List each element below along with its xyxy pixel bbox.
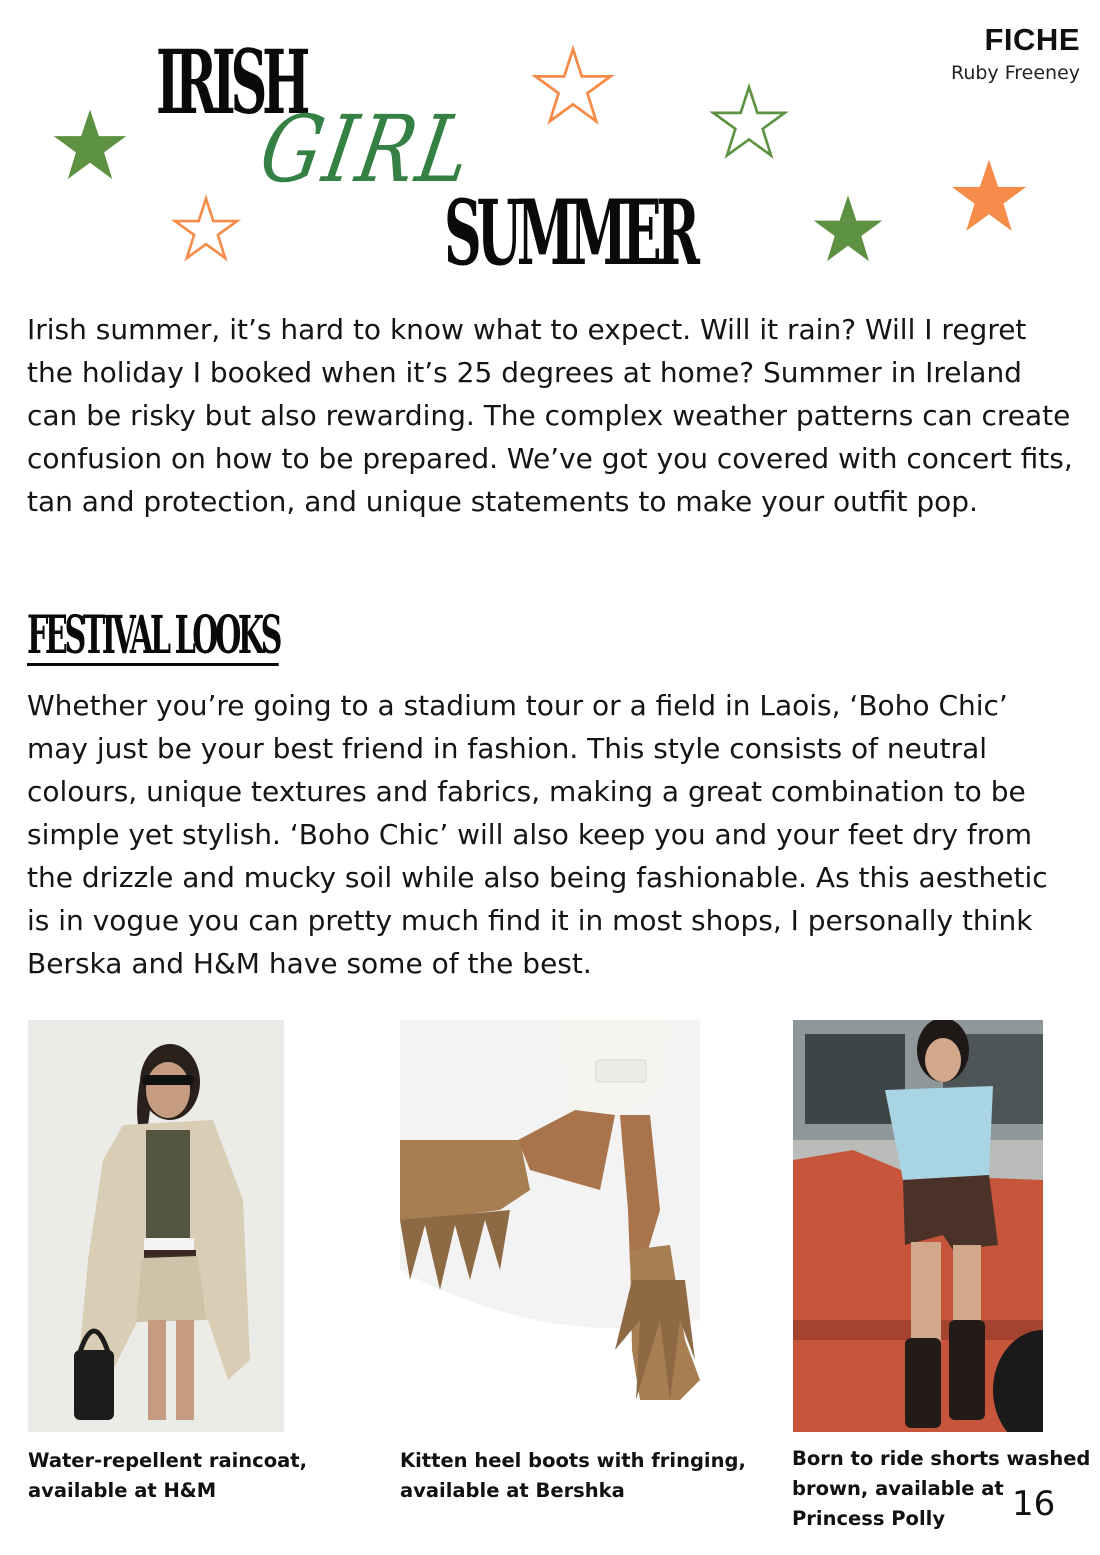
star-outline-icon: [172, 196, 240, 262]
shorts-photo: [793, 1020, 1043, 1432]
product-caption: Kitten heel boots with fringing, available at Bershka: [400, 1449, 746, 1502]
product-caption: Born to ride shorts washed brown, available at Princess Polly: [792, 1447, 1091, 1530]
magazine-header: [951, 22, 1080, 84]
title-irish: IRISH: [156, 30, 306, 134]
intro-paragraph: Irish summer, it’s hard to know what to expect. Will it rain? Will I regret the holiday I booked when it’s 25 degrees at home? Summer in Ireland can be risky but also rewarding. The complex weather patterns can create confusion on how to be prepared. We’ve got you covered with concert fits, tan and protection, and unique statements to make your outfit pop.: [27, 313, 1073, 518]
star-outline-icon: [710, 84, 788, 160]
star-icon: [52, 108, 128, 182]
product-caption: Water-repellent raincoat, available at H&M: [28, 1449, 308, 1502]
star-icon: [950, 158, 1028, 234]
title-girl: GIRL: [252, 96, 482, 203]
star-icon: [812, 194, 884, 264]
section-heading: FESTIVAL LOOKS: [27, 605, 279, 666]
page-number: 16: [1012, 1484, 1056, 1524]
title-summer: SUMMER: [444, 180, 695, 286]
fringe-boots-photo: [400, 1020, 700, 1432]
magazine-name: FICHE: [984, 22, 1080, 57]
star-outline-icon: [532, 46, 614, 126]
author-name: Ruby Freeney: [950, 62, 1080, 84]
section-paragraph: Whether you’re going to a stadium tour or a field in Laois, ‘Boho Chic’ may just be your best friend in fashion. This style consists of neutral colours, unique textures and fabrics, making a great combination to be simple yet stylish. ‘Boho Chic’ will also keep you and your feet dry from the drizzle and mucky soil while also being fashionable. As this aesthetic is in vogue you can pretty much find it in most shops, I personally think Berska and H&M have some of the best.: [27, 689, 1048, 980]
raincoat-photo: [28, 1020, 284, 1432]
